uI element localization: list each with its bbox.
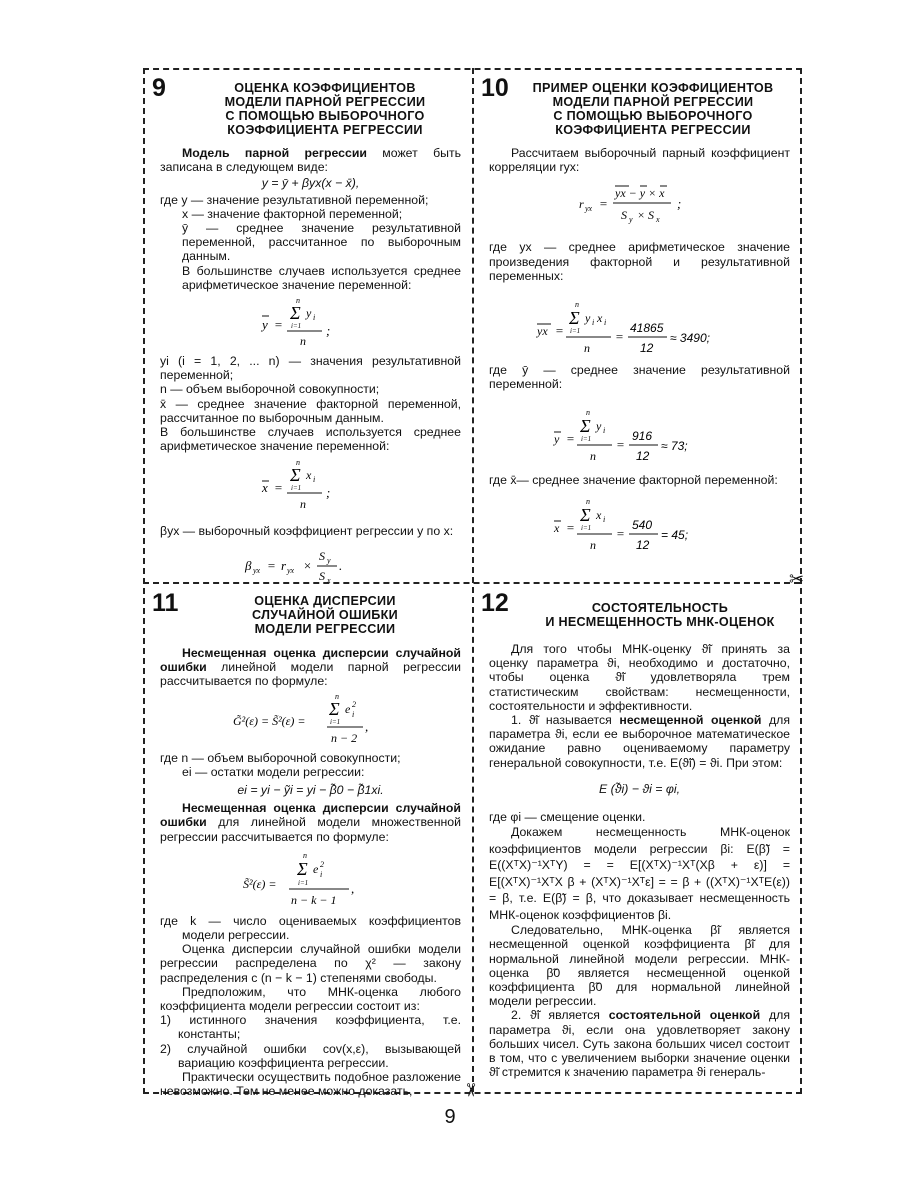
value-y-result: ≈ 73; bbox=[660, 439, 688, 454]
mean-x-value-formula bbox=[489, 494, 790, 556]
svg-text:n: n bbox=[589, 537, 596, 552]
card-body: Модель парной регрессии может быть записана в следующем виде: y = ȳ + βyx(x − x̄), где y — значение результативной переменной; x — значение факторной переменной; ȳ — среднее значение результативной переменной, рассчитанное по выборочным данным. В большинстве случаев используется среднее арифметическое значение переменной: y = n Σ y i i=1 n ; yi (i = 1, 2, ... n) — значения результативной переменной; n — объем выборочной совокупности; x̄ — среднее значение факторной переменной, рассчитанное по выборочным данным. В большинстве случаев используется среднее арифметическое значение переменной: x = n Σ x i i=1 n ; βyx — выборочный коэффициент регрессии y по x: β yx = r yx × S y S x . bbox=[160, 146, 461, 591]
scissors-icon: ✂ bbox=[460, 1082, 481, 1098]
svg-text:S: S bbox=[647, 208, 654, 223]
value-x-denominator: 12 bbox=[635, 537, 649, 552]
svg-text:x: x bbox=[655, 215, 660, 225]
svg-text:i: i bbox=[312, 313, 315, 323]
svg-text:×: × bbox=[302, 557, 312, 573]
svg-text:i: i bbox=[319, 869, 322, 879]
svg-text:.: . bbox=[338, 557, 342, 573]
svg-text:i: i bbox=[591, 318, 594, 328]
svg-text:;: ; bbox=[676, 196, 681, 212]
card-number: 11 bbox=[152, 589, 179, 617]
mean-yx-formula bbox=[489, 297, 790, 359]
svg-text:n: n bbox=[295, 458, 300, 468]
svg-text:x: x bbox=[553, 520, 559, 535]
svg-text:x: x bbox=[595, 507, 601, 522]
svg-text:,: , bbox=[364, 718, 368, 734]
variance-formula-multiple bbox=[160, 848, 461, 910]
card-body: Для того чтобы МНК-оценку ϑ̃i принять за оценку параметра ϑi, необходимо и достаточно, чтобы оценка ϑ̃i удовлетворяла трем статистическим свойствам: несмещенности, состоятельности и эффективности. 1. ϑ̃i называется несмещенной оценкой для параметра ϑi, если ее выборочное математическое ожидание равно оцениваемому параметру генеральной совокупности, т.е. E(ϑ̃i) = ϑi. При этом: E (ϑ̃i) − ϑi = φi, где φi — смещение оценки. Докажем несмещенность МНК-оценок коэффициентов модели регрессии βi: E(β̃) = E((XᵀX)⁻¹XᵀY) = = E[(XᵀX)⁻¹Xᵀ(Xβ + ε)] = E[(XᵀX)⁻¹XᵀX β + (XᵀX)⁻¹Xᵀε] = = β + ((XᵀX)⁻¹XᵀE(ε)) = β, т.е. E(β̃) = β, что доказывает несмещенность МНК-оценок коэффициентов βi. Следовательно, МНК-оценка β̃i является несмещенной оценкой коэффициента β̃i для нормальной линейной модели регрессии. МНК-оценка β̃0 является несмещенной оценкой коэффициента β̃0 для нормальной линейной модели регрессии. 2. ϑ̃i является состоятельной оценкой для параметра ϑi, если она удовлетворяет закону больших чисел. Суть закона больших чисел состоит в том, что с увеличением выборки значение оценки ϑ̃i стремится к значению параметра ϑi генераль- bbox=[489, 642, 790, 1080]
svg-text:i=1: i=1 bbox=[329, 717, 340, 726]
svg-text:S: S bbox=[318, 548, 325, 563]
svg-text:i: i bbox=[351, 709, 354, 719]
mean-y-formula bbox=[160, 295, 461, 351]
svg-text:=: = bbox=[615, 437, 625, 453]
svg-text:x: x bbox=[261, 480, 268, 496]
value-x-numerator: 540 bbox=[631, 517, 652, 532]
beta-formula bbox=[160, 542, 461, 588]
svg-text:y: y bbox=[628, 215, 633, 225]
svg-text:Σ: Σ bbox=[579, 504, 591, 525]
svg-text:r: r bbox=[280, 557, 286, 573]
svg-text:=: = bbox=[565, 431, 575, 447]
page-number: 9 bbox=[444, 1106, 456, 1128]
svg-text:n: n bbox=[334, 691, 339, 701]
svg-text:;: ; bbox=[325, 485, 330, 501]
svg-text:i: i bbox=[603, 318, 606, 328]
svg-text:S: S bbox=[318, 568, 325, 583]
svg-text:=: = bbox=[615, 525, 625, 541]
svg-text:n: n bbox=[574, 300, 579, 310]
bias-formula: E (ϑ̃i) − ϑi = φi, bbox=[599, 781, 680, 796]
svg-text:n − k − 1: n − k − 1 bbox=[290, 892, 337, 907]
svg-text:y: y bbox=[261, 317, 268, 333]
svg-text:n: n bbox=[583, 341, 590, 356]
svg-text:=: = bbox=[554, 323, 564, 339]
svg-text:i=1: i=1 bbox=[290, 322, 301, 331]
svg-text:Σ: Σ bbox=[296, 858, 308, 879]
svg-text:S̃²(ε) =: S̃²(ε) = bbox=[242, 876, 276, 891]
card-number: 10 bbox=[481, 74, 509, 102]
svg-text:=: = bbox=[614, 329, 624, 345]
svg-text:β: β bbox=[244, 557, 251, 573]
svg-text:y: y bbox=[584, 311, 590, 326]
card-body: Рассчитаем выборочный парный коэффициент корреляции ryx: r yx = yx − y × x S y × S x ; где yx — среднее арифметическое значение произведения факторной и результативной переменных: yx = n Σ y i x i i=1 n = 41865 12 ≈ 3490; где ȳ — среднее значение результативной переменной: y = n Σ y i i=1 n = 916 12 ≈ 73; где x̄— среднее значение факторной переменной: x = n Σ x i i=1 n = 540 12 = 45; bbox=[489, 146, 790, 559]
svg-text:=: = bbox=[565, 519, 575, 535]
svg-text:x: x bbox=[596, 311, 602, 326]
svg-text:i=1: i=1 bbox=[569, 327, 580, 336]
svg-text:i: i bbox=[602, 426, 605, 436]
svg-text:n: n bbox=[589, 449, 596, 464]
svg-text:2: 2 bbox=[319, 859, 324, 869]
svg-text:;: ; bbox=[325, 323, 330, 339]
card-body: Несмещенная оценка дисперсии случайной ошибки линейной модели парной регрессии рассчитывается по формуле: G̃²(ε) = S̃²(ε) = n Σ e 2 i i=1 n − 2 , где n — объем выборочной совокупности; ei — остатки модели регрессии: ei = yi − ỹi = yi − β̃0 − β̃1xi. Несмещенная оценка дисперсии случайной ошибки для линейной модели множественной регрессии рассчитывается по формуле: S̃²(ε) = n Σ e 2 i i=1 n − k − 1 , где k — число оцениваемых коэффициентов модели регрессии. Оценка дисперсии случайной ошибки модели регрессии распределена по χ² — закону распределения с (n − k − 1) степенями свободы. Предположим, что МНК-оценка любого коэффициента модели регрессии состоит из: 1) истинного значения коэффициента, т.е. константы; 2) случайной ошибки cov(x,ε), вызывающей вариацию коэффициента регрессии. Практически осуществить подобное разложение невозможно. Тем не менее можно доказать, bbox=[160, 646, 461, 1099]
residual-formula: ei = yi − ỹi = yi − β̃0 − β̃1xi. bbox=[237, 783, 384, 798]
card-title: СОСТОЯТЕЛЬНОСТЬ И НЕСМЕЩЕННОСТЬ МНК-ОЦЕНОК bbox=[545, 601, 775, 629]
svg-text:Σ: Σ bbox=[289, 465, 301, 486]
value-y-numerator: 916 bbox=[631, 429, 652, 444]
svg-text:yx: yx bbox=[286, 565, 294, 575]
card-title: ПРИМЕР ОЦЕНКИ КОЭФФИЦИЕНТОВ МОДЕЛИ ПАРНОЙ РЕГРЕССИИ С ПОМОЩЬЮ ВЫБОРОЧНОГО КОЭФФИЦИЕНТА РЕГРЕССИИ bbox=[532, 81, 774, 137]
svg-text:i: i bbox=[602, 514, 605, 524]
svg-text:=: = bbox=[273, 317, 283, 333]
svg-text:n: n bbox=[299, 334, 306, 349]
svg-text:y: y bbox=[553, 432, 559, 447]
svg-text:S: S bbox=[620, 208, 627, 223]
mean-x-formula bbox=[160, 456, 461, 514]
svg-text:=: = bbox=[266, 557, 276, 573]
svg-text:x: x bbox=[326, 575, 331, 585]
svg-text:=: = bbox=[598, 196, 608, 212]
regression-formula: y = ȳ + βyx(x − x̄), bbox=[261, 176, 360, 191]
mean-y-value-formula bbox=[489, 405, 790, 467]
variance-formula-paired bbox=[160, 691, 461, 749]
svg-text:i=1: i=1 bbox=[580, 435, 591, 444]
svg-text:n: n bbox=[295, 296, 300, 306]
svg-text:G̃²(ε) = S̃²(ε) =: G̃²(ε) = S̃²(ε) = bbox=[232, 713, 305, 728]
svg-text:Σ: Σ bbox=[568, 308, 580, 329]
svg-text:i=1: i=1 bbox=[297, 878, 308, 887]
value-yx-denominator: 12 bbox=[639, 341, 653, 356]
svg-text:y: y bbox=[595, 419, 601, 434]
svg-text:2: 2 bbox=[351, 699, 356, 709]
svg-text:n: n bbox=[585, 496, 590, 506]
value-y-denominator: 12 bbox=[635, 449, 649, 464]
svg-text:n: n bbox=[302, 850, 307, 860]
svg-text:n: n bbox=[585, 408, 590, 418]
svg-text:yx − y × x: yx − y × x bbox=[614, 186, 664, 201]
svg-text:e: e bbox=[312, 861, 318, 876]
svg-text:Σ: Σ bbox=[328, 698, 340, 719]
value-x-result: = 45; bbox=[660, 527, 688, 542]
value-yx-result: ≈ 3490; bbox=[669, 331, 710, 346]
svg-text:Σ: Σ bbox=[289, 303, 301, 324]
svg-text:i=1: i=1 bbox=[290, 484, 301, 493]
value-yx-numerator: 41865 bbox=[629, 321, 663, 336]
svg-text:e: e bbox=[344, 701, 350, 716]
card-title: ОЦЕНКА КОЭФФИЦИЕНТОВ МОДЕЛИ ПАРНОЙ РЕГРЕССИИ С ПОМОЩЬЮ ВЫБОРОЧНОГО КОЭФФИЦИЕНТА РЕГРЕССИИ bbox=[224, 81, 426, 137]
svg-text:n: n bbox=[299, 497, 306, 512]
svg-text:yx: yx bbox=[252, 565, 260, 575]
svg-text:=: = bbox=[273, 480, 283, 496]
svg-text:yx: yx bbox=[536, 324, 548, 339]
svg-text:r: r bbox=[578, 197, 584, 212]
svg-text:×: × bbox=[636, 208, 645, 223]
correlation-formula bbox=[489, 178, 790, 230]
svg-text:n − 2: n − 2 bbox=[330, 730, 357, 745]
svg-text:y: y bbox=[326, 555, 331, 565]
card-number: 12 bbox=[481, 589, 509, 617]
cut-line-vertical bbox=[472, 68, 474, 1092]
svg-text:Σ: Σ bbox=[579, 416, 591, 437]
svg-text:,: , bbox=[350, 880, 354, 896]
svg-text:yx: yx bbox=[584, 204, 592, 214]
svg-text:i=1: i=1 bbox=[580, 523, 591, 532]
card-number: 9 bbox=[152, 74, 166, 102]
svg-text:x: x bbox=[305, 468, 311, 483]
scissors-icon: ✂ bbox=[789, 569, 805, 589]
svg-text:i: i bbox=[312, 475, 315, 485]
card-title: ОЦЕНКА ДИСПЕРСИИ СЛУЧАЙНОЙ ОШИБКИ МОДЕЛИ РЕГРЕССИИ bbox=[252, 594, 398, 636]
svg-text:y: y bbox=[305, 306, 311, 321]
